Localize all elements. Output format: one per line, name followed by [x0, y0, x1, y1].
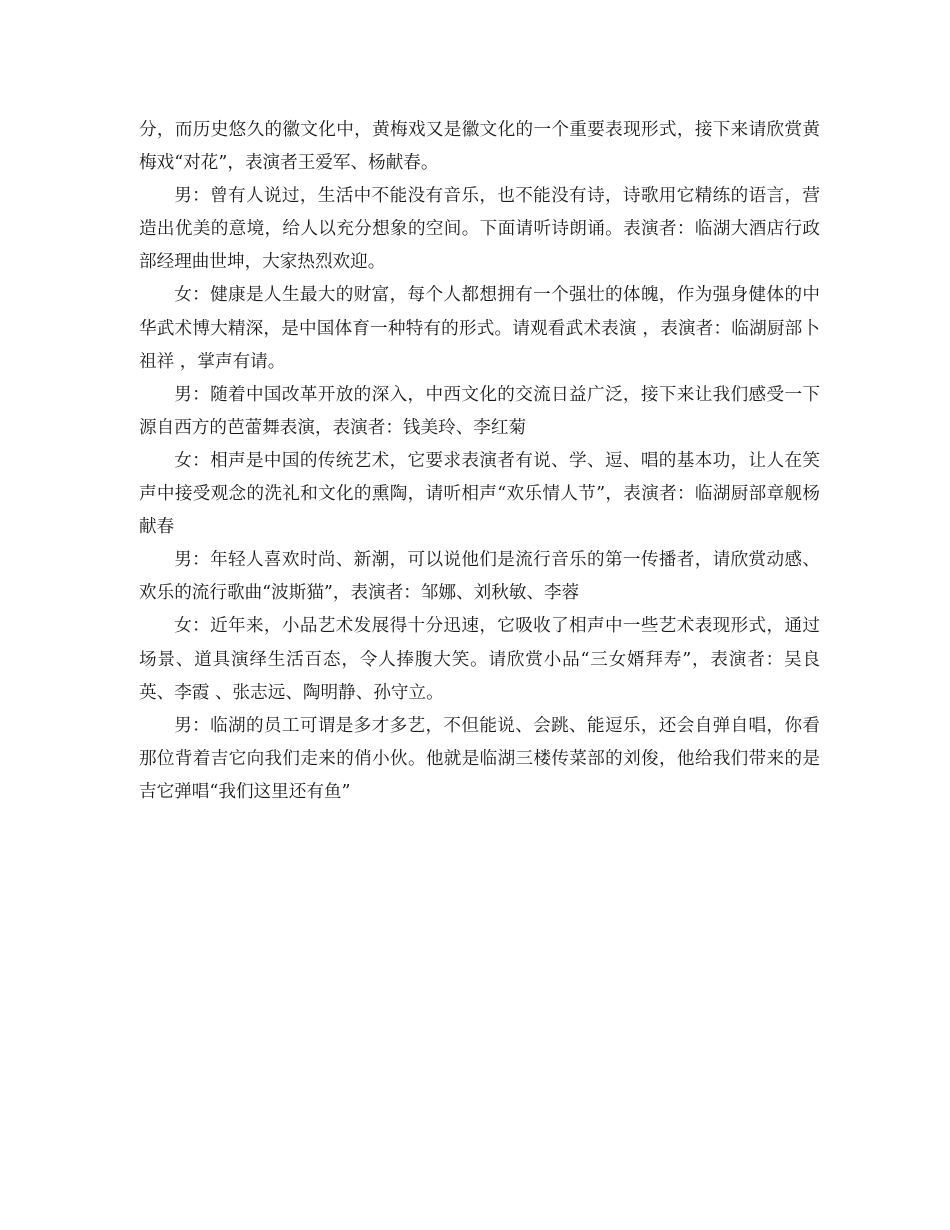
- paragraph-pop-song: 男：年轻人喜欢时尚、新潮，可以说他们是流行音乐的第一传播者，请欣赏动感、欢乐的流行歌曲“波斯猫”，表演者：邹娜、刘秋敏、李蓉: [139, 550, 820, 604]
- paragraph-martial-arts: 女：健康是人生最大的财富，每个人都想拥有一个强壮的体魄，作为强身健体的中华武术博大精深，是中国体育一种特有的形式。请观看武术表演 ，表演者：临湖厨部卜祖祥 ，掌声有请。: [139, 285, 820, 372]
- paragraph-continued: 分，而历史悠久的徽文化中，黄梅戏又是徽文化的一个重要表现形式，接下来请欣赏黄梅戏“对花”，表演者王爱军、杨献春。: [139, 120, 820, 174]
- paragraph-ballet: 男：随着中国改革开放的深入，中西文化的交流日益广泛，接下来让我们感受一下源自西方的芭蕾舞表演，表演者：钱美玲、李红菊: [139, 384, 820, 438]
- document-body: [139, 114, 820, 809]
- paragraph-poetry-recital: 男：曾有人说过，生活中不能没有音乐，也不能没有诗，诗歌用它精练的语言，营造出优美的意境，给人以充分想象的空间。下面请听诗朗诵。表演者：临湖大酒店行政部经理曲世坤，大家热烈欢迎。: [139, 186, 820, 273]
- paragraph-skit: 女：近年来，小品艺术发展得十分迅速，它吸收了相声中一些艺术表现形式，通过场景、道具演绎生活百态，令人捧腹大笑。请欣赏小品“三女婿拜寿”，表演者：吴良英、李霞 、张志远、陶明静、孙守立。: [139, 616, 820, 703]
- paragraph-guitar: 男：临湖的员工可谓是多才多艺，不但能说、会跳、能逗乐，还会自弹自唱，你看那位背着吉它向我们走来的俏小伙。他就是临湖三楼传菜部的刘俊，他给我们带来的是吉它弹唱“我们这里还有鱼”: [139, 715, 820, 802]
- paragraph-crosstalk: 女：相声是中国的传统艺术，它要求表演者有说、学、逗、唱的基本功，让人在笑声中接受观念的洗礼和文化的熏陶，请听相声“欢乐情人节”，表演者：临湖厨部章舰杨献春: [139, 450, 820, 538]
